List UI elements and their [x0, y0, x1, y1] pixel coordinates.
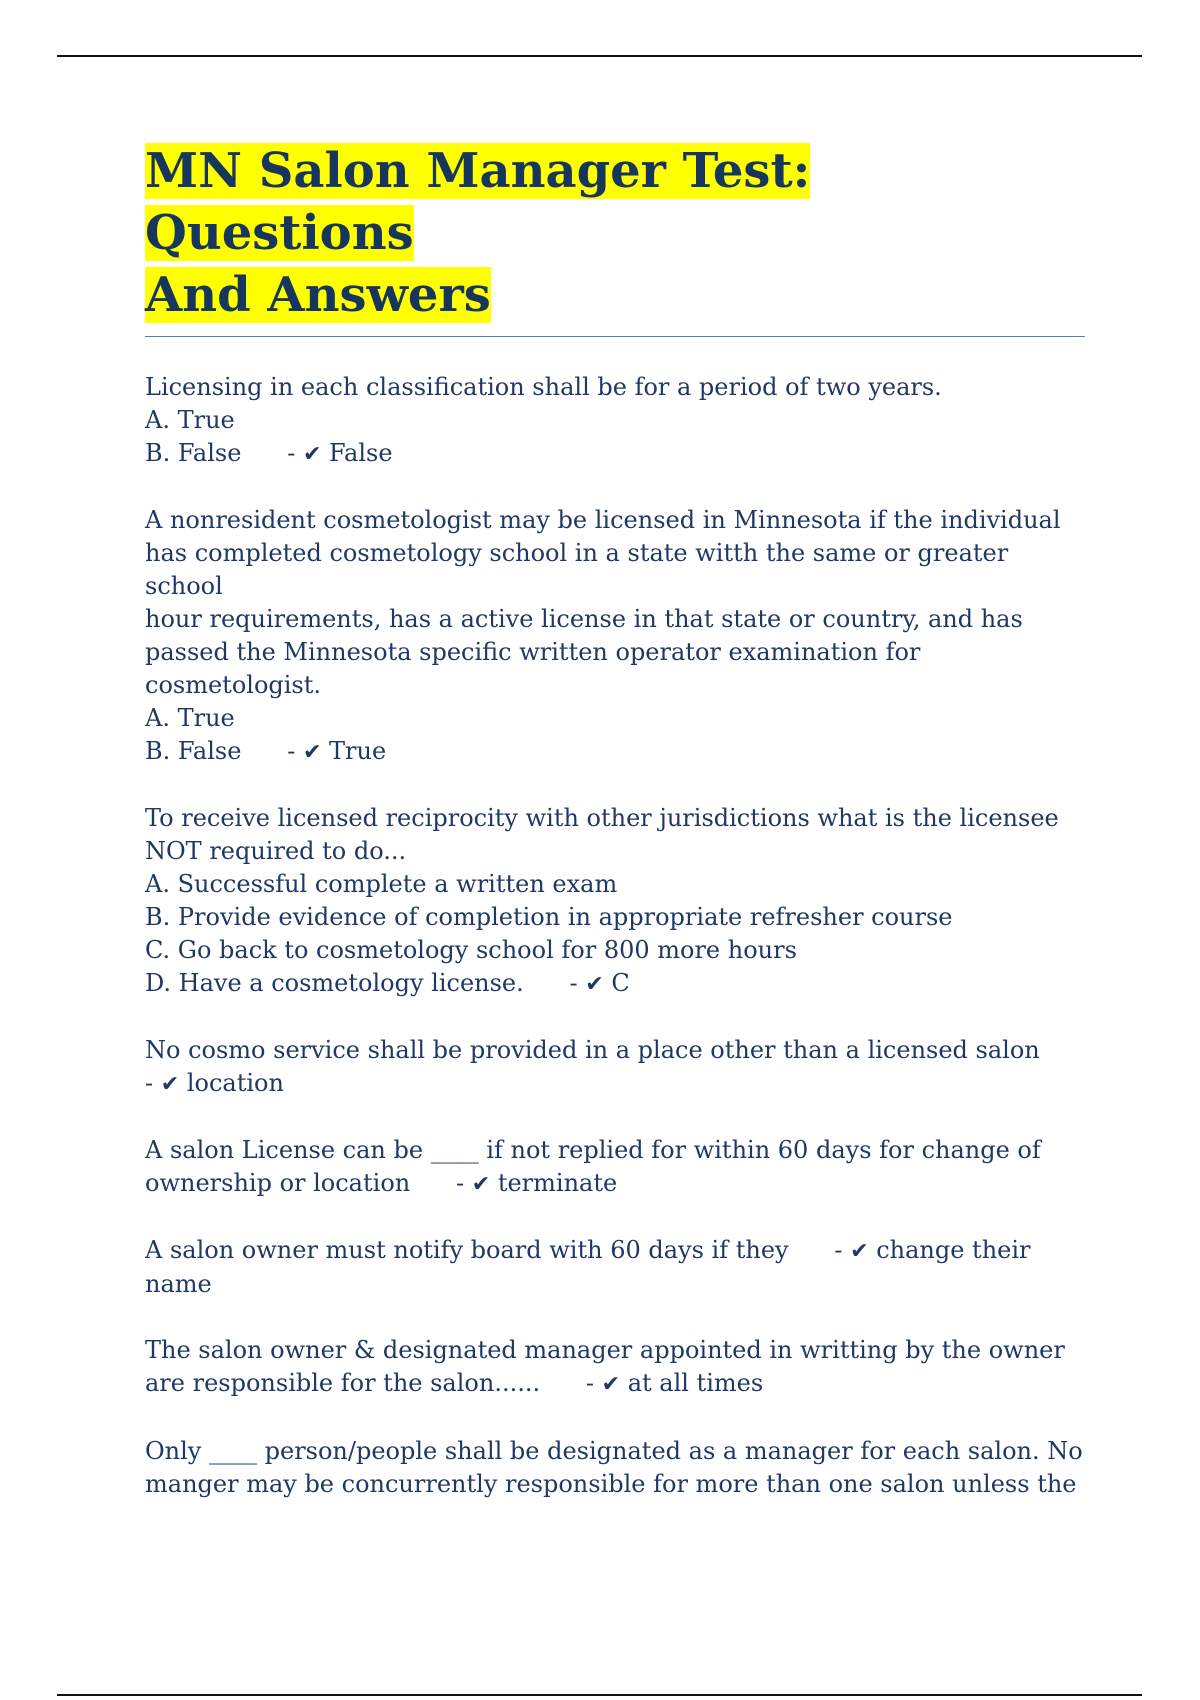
question-line: To receive licensed reciprocity with other jurisdictions what is the licensee — [145, 804, 1059, 832]
answer-text: at all times — [627, 1369, 764, 1397]
answer-text: change their name — [145, 1236, 1031, 1298]
question-line: A. True — [145, 704, 235, 732]
title-underline — [145, 336, 1085, 337]
answer-text: True — [329, 737, 387, 765]
question-text: D. Have a cosmetology license. — [145, 969, 524, 997]
answer-text: C — [611, 969, 630, 997]
checkmark-icon: ✔ — [601, 1372, 621, 1397]
question-answer-line: A salon License can be ____ if not replied for within 60 days for change of ownership or location - ✔ terminate — [145, 1136, 1041, 1197]
question-line: hour requirements, has a active license in that state or country, and has — [145, 605, 1023, 633]
question-answer-line: B. False - ✔ True — [145, 737, 387, 765]
question-answer-line: The salon owner & designated manager appointed in writting by the owner are responsible for the salon...... - ✔ at all times — [145, 1336, 1065, 1397]
qa-item-final — [145, 1435, 1085, 1501]
question-text: Only ____ person/people shall be designated as a manager for each salon. No manger may be concurrently responsible for more than one salon unless the — [145, 1437, 1083, 1498]
answer-text: False — [329, 439, 393, 467]
question-text: A salon owner must notify board with 60 days if they — [145, 1236, 789, 1264]
checkmark-icon: ✔ — [850, 1239, 869, 1264]
checkmark-icon: ✔ — [302, 442, 322, 467]
checkmark-icon: ✔ — [585, 972, 604, 997]
qa-item — [145, 1334, 1085, 1401]
question-line: A nonresident cosmetologist may be licensed in Minnesota if the individual — [145, 506, 1061, 534]
question-text: B. False — [145, 737, 242, 765]
question-answer-line: A salon owner must notify board with 60 days if they - ✔ change their name — [145, 1236, 1031, 1298]
question-line: A. True — [145, 406, 235, 434]
answer-text: location — [186, 1069, 284, 1097]
document-body — [145, 140, 1085, 1501]
page-title — [145, 140, 1085, 326]
question-answer-line: D. Have a cosmetology license. - ✔ C — [145, 969, 630, 997]
question-text: The salon owner & designated manager appointed in writting by the owner are responsible for the salon...... — [145, 1336, 1065, 1397]
qa-item — [145, 802, 1085, 1001]
question-line: NOT required to do... — [145, 837, 407, 865]
checkmark-icon: ✔ — [471, 1172, 491, 1197]
checkmark-icon: ✔ — [160, 1072, 180, 1097]
question-line: cosmetologist. — [145, 671, 322, 699]
header-rule — [57, 55, 1142, 57]
qa-item — [145, 1034, 1085, 1101]
question-line: A. Successful complete a written exam — [145, 870, 618, 898]
qa-list — [145, 371, 1085, 1401]
checkmark-icon: ✔ — [302, 740, 322, 765]
qa-item — [145, 1234, 1085, 1301]
footer-rule — [57, 1694, 1142, 1696]
title-line-1: MN Salon Manager Test: Questions — [145, 143, 811, 261]
answer-text: terminate — [497, 1169, 618, 1197]
title-line-2: And Answers — [145, 267, 491, 323]
qa-item — [145, 371, 1085, 471]
question-line: C. Go back to cosmetology school for 800 more hours — [145, 936, 797, 964]
question-line: passed the Minnesota specific written operator examination for — [145, 638, 921, 666]
question-line: has completed cosmetology school in a state witth the same or greater school — [145, 539, 1009, 600]
question-text: B. False — [145, 439, 242, 467]
question-text: No cosmo service shall be provided in a place other than a licensed salon — [145, 1036, 1040, 1064]
qa-item — [145, 504, 1085, 769]
question-line: Licensing in each classification shall be for a period of two years. — [145, 373, 942, 401]
question-text: A salon License can be ____ if not replied for within 60 days for change of ownership or location — [145, 1136, 1041, 1197]
question-answer-line: B. False - ✔ False — [145, 439, 393, 467]
question-line: B. Provide evidence of completion in appropriate refresher course — [145, 903, 953, 931]
question-answer-line: No cosmo service shall be provided in a place other than a licensed salon - ✔ location — [145, 1036, 1086, 1097]
qa-item — [145, 1134, 1085, 1201]
